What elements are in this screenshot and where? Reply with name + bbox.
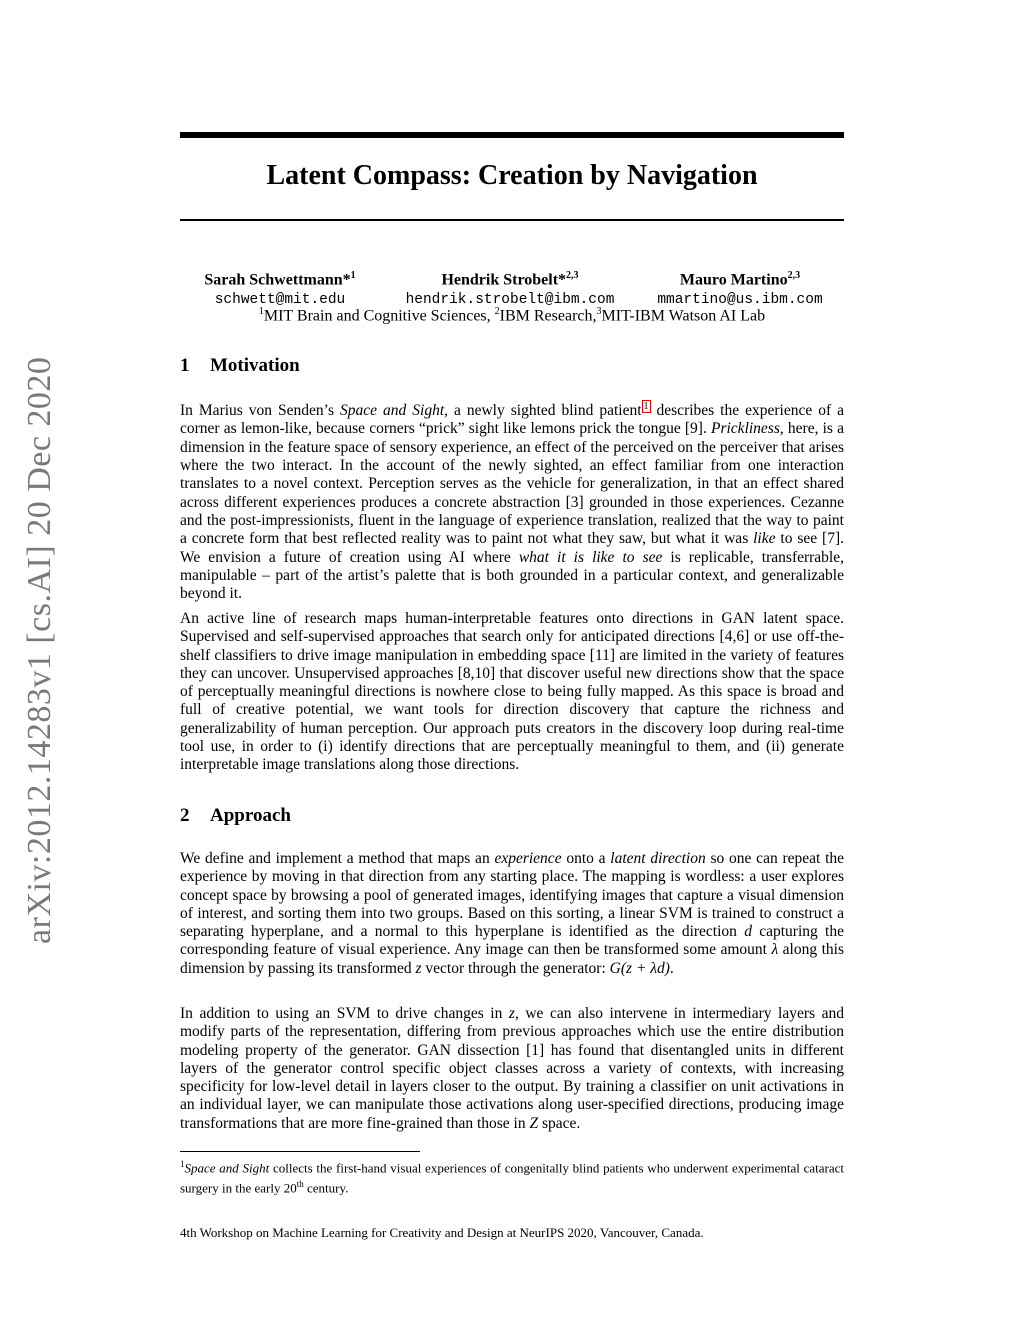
- author-3: [640, 266, 840, 310]
- author-3-affil-mark: 2,3: [787, 270, 801, 281]
- footnote-link[interactable]: 1: [643, 401, 649, 412]
- author-2: [390, 266, 630, 310]
- footnote: $^1$Space and Sight collects the first-hand visual experiences of congenitally blind patients who underwent experimental cataract surgery in the early 20th century.: [180, 1159, 845, 1196]
- paragraph-approach-2: In addition to using an SVM to drive changes in z, we can also intervene in intermediary layers and modify parts of the representation, differing from previous approaches which use the entire distribution modeling property of the generator. GAN dissection [1] has found that disentangled units in different layers of the generator control specific object classes across a variety of contexts, with increasing specificity for low-level detail in layers closer to the output. By training a classifier on unit activations in an individual layer, we can manipulate those activations along user-specified directions, producing image transformations that are more fine-grained than those in Z space.: [180, 1005, 844, 1132]
- author-1-name: Sarah Schwettmann*: [204, 271, 351, 289]
- paragraph-motivation-2: An active line of research maps human-interpretable features onto directions in GAN latent space. Supervised and self-supervised approaches that search only for anticipated directions [4,6] or use off-the-shelf classifiers to drive image manipulation in embedding space [11] are limited in the variety of features they can uncover. Unsupervised approaches [8,10] that discover useful new directions show that the space of perceptually meaningful directions is nowhere close to being fully mapped. As this space is broad and full of creative potential, we want tools for direction discovery that capture the richness and generalizability of human perception. Our approach puts creators in the discovery loop during real-time tool use, in order to (i) identify directions that are perceptually meaningful to them, and (ii) generate interpretable image translations along those directions.: [180, 610, 844, 774]
- section-heading-motivation: 1 Motivation: [180, 355, 300, 376]
- paragraph-motivation-1: In Marius von Senden’s Space and Sight, a newly sighted blind patient 1 describes the experience of a corner as lemon-like, because corners “prick” sight like lemons prick the tongue [9]. Prickliness, here, is a dimension in the feature space of sensory experience, an effect of the perceived on the perceiver that arises where the two interact. In the account of the newly sighted, an effect familiar from one interaction translates to a novel context. Perception serves as the vehicle for generalization, in that an effect shared across different experiences produces a concrete abstraction [3] grounded in those experiences. Cezanne and the post-impressionists, fluent in the language of experience translation, realized that the way to paint a concrete form that best reflected reality was to paint not what they saw, but what it was like to see [7]. We envision a future of creation using AI where what it is like to see is replicable, transferrable, manipulable – part of the artist’s palette that is both grounded in a particular context, and generalizable beyond it.: [180, 401, 845, 603]
- section-heading-approach: 2 Approach: [180, 805, 291, 826]
- footnote-rule: [180, 1151, 420, 1152]
- author-3-email: mmartino@us.ibm.com: [657, 292, 823, 309]
- author-1-email: schwett@mit.edu: [214, 292, 346, 309]
- title-rule-bottom: [180, 219, 844, 221]
- author-1: [190, 266, 370, 310]
- paragraph-approach-1: We define and implement a method that maps an experience onto a latent direction so one can repeat the experience by moving in that direction from any starting place. The mapping is wordless: a user explores concept space by browsing a pool of generated images, identifying images that capture a visual dimension of interest, and sorting them into two groups. Based on this sorting, a linear SVM is trained to construct a separating hyperplane, and a normal to this hyperplane is identified as the direction d capturing the corresponding feature of visual experience. Any image can then be transformed some amount λ along this dimension by passing its transformed z vector through the generator: G(z + λd).: [180, 850, 845, 977]
- venue-footer: 4th Workshop on Machine Learning for Creativity and Design at NeurIPS 2020, Vancouver, Canada.: [180, 1225, 704, 1240]
- author-2-name: Hendrik Strobelt*: [441, 271, 567, 289]
- author-2-email: hendrik.strobelt@ibm.com: [405, 292, 615, 309]
- title-rule-top: [180, 132, 844, 138]
- author-3-name: Mauro Martino: [679, 271, 788, 289]
- paper-title: Latent Compass: Creation by Navigation: [266, 160, 758, 191]
- author-1-affil-mark: 1: [350, 270, 356, 281]
- affiliations: $^1$MIT Brain and Cognitive Sciences, $^2$IBM Research,$^3$MIT-IBM Watson AI Lab: [258, 306, 766, 325]
- arxiv-stamp: arXiv:2012.14283v1 [cs.AI] 20 Dec 2020: [21, 356, 58, 944]
- author-2-affil-mark: 2,3: [566, 270, 579, 281]
